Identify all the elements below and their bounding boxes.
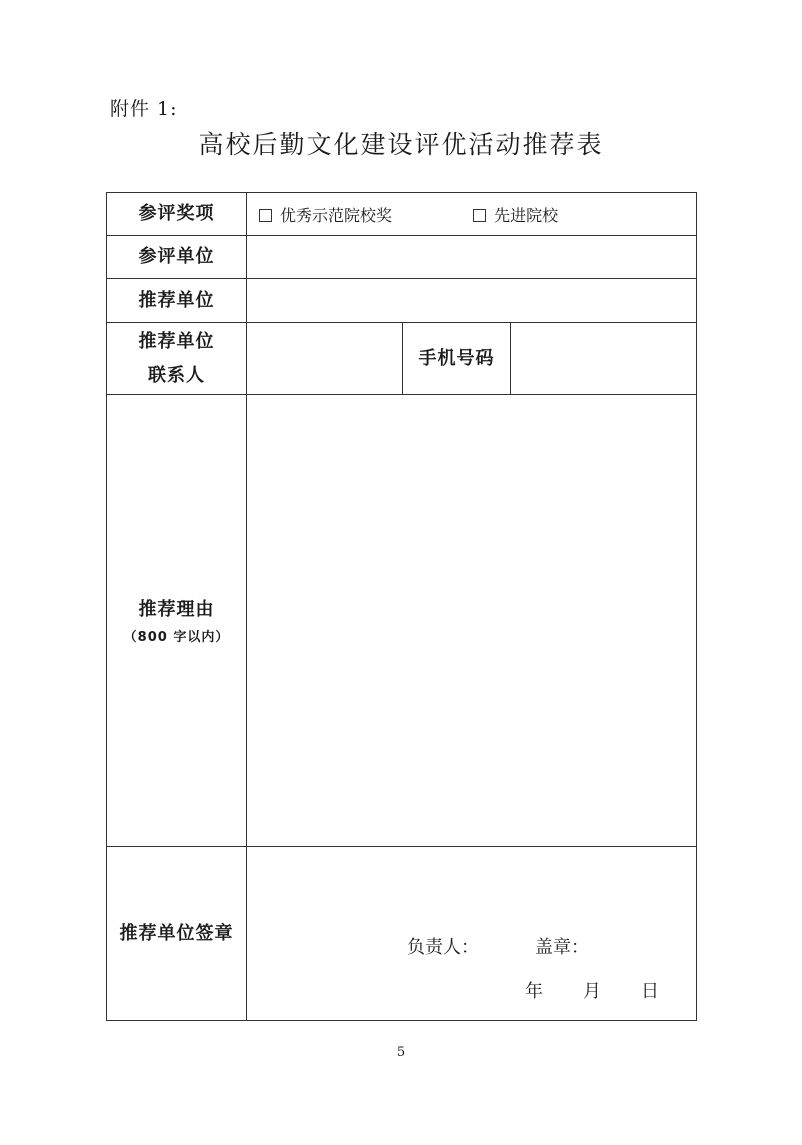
- responsible-label: 负责人：: [407, 937, 479, 958]
- reason-row: [107, 395, 697, 847]
- participant-row: [107, 236, 697, 279]
- signature-label: 推荐单位签章: [107, 847, 247, 1021]
- page-title: 高校后勤文化建设评优活动推荐表: [198, 130, 604, 159]
- contact-label: [107, 323, 247, 395]
- reason-note: （800 字以内）: [123, 629, 230, 645]
- phone-field[interactable]: [511, 323, 697, 395]
- phone-label: 手机号码: [403, 323, 511, 395]
- reason-label-cell: [107, 395, 247, 847]
- award-option-excellent[interactable]: [259, 203, 392, 226]
- award-option-label: 先进院校: [494, 205, 559, 225]
- recommendation-form: [106, 192, 697, 1021]
- contact-row: [107, 323, 697, 395]
- contact-field[interactable]: [247, 323, 403, 395]
- date-year: 年: [525, 981, 543, 1002]
- contact-label-line1: 推荐单位: [138, 330, 215, 352]
- seal-label: 盖章：: [535, 937, 589, 958]
- signature-area[interactable]: [247, 847, 697, 1021]
- checkbox[interactable]: [259, 209, 272, 222]
- page-number: 5: [396, 1045, 406, 1060]
- award-label: 参评奖项: [107, 193, 247, 236]
- recommender-label: 推荐单位: [107, 279, 247, 323]
- attachment-label: 附件 1:: [110, 98, 178, 120]
- date-month: 月: [583, 981, 601, 1002]
- recommender-row: [107, 279, 697, 323]
- contact-label-line2: 联系人: [148, 364, 205, 386]
- award-row: [107, 193, 697, 236]
- participant-label: 参评单位: [107, 236, 247, 279]
- signature-row: [107, 847, 697, 1021]
- checkbox[interactable]: [473, 209, 486, 222]
- recommender-field[interactable]: [247, 279, 697, 323]
- award-option-advanced[interactable]: [473, 203, 558, 226]
- reason-field[interactable]: [247, 395, 697, 847]
- date-day: 日: [641, 981, 659, 1002]
- award-options: [247, 193, 697, 236]
- reason-label: 推荐理由: [138, 598, 215, 620]
- award-option-label: 优秀示范院校奖: [280, 205, 393, 225]
- participant-field[interactable]: [247, 236, 697, 279]
